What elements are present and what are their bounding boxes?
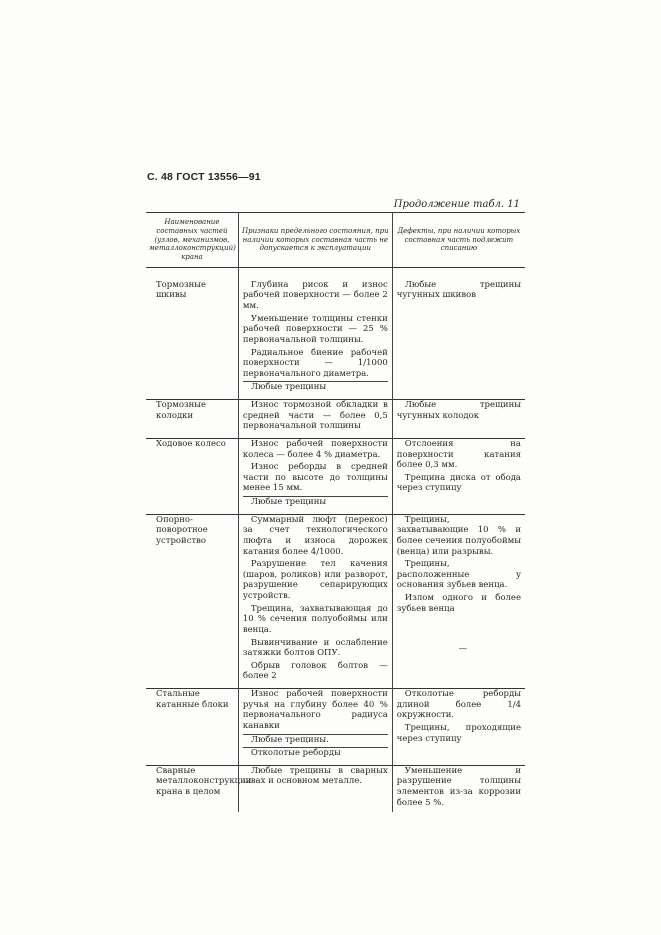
defect-text: Трещина диска от обода через ступицу: [396, 472, 521, 494]
criterion-text: Уменьшение толщины стенки рабочей поверхности — 25 % первоначальной толщины.: [242, 313, 388, 345]
limit-criteria-cell: [238, 689, 392, 766]
limit-criteria-cell: [238, 438, 392, 514]
criterion-text: Обрыв головок болтов — более 2: [242, 660, 388, 682]
criterion-text: Отколотые реборды: [243, 747, 388, 759]
criterion-text: Трещина, захватывающая до 10 % сечения полуобоймы или венца.: [242, 603, 388, 635]
component-name: Тормозные шкивы: [146, 267, 238, 399]
col-header-component: Наименование составных частей (узлов, механизмов, металлоконструкций) крана: [146, 213, 238, 268]
limit-criteria-cell: [238, 514, 392, 688]
table-row: [146, 438, 525, 514]
table-row: [146, 689, 525, 766]
limit-criteria-cell: [238, 765, 392, 812]
component-name: Стальные катанные блоки: [146, 689, 238, 766]
criterion-text: Любые трещины.: [243, 734, 388, 746]
criterion-text: Разрушение тел качения (шаров, роликов) или разворот, разрушение сепарирующих устройств.: [242, 559, 388, 601]
defect-dash: —: [458, 644, 468, 655]
limit-criteria-cell: [238, 267, 392, 399]
table-row: [146, 514, 525, 688]
defect-text: Уменьшение и разрушение толщины элементов из-за коррозии более 5 %.: [396, 765, 521, 808]
col-header-limit-criteria: Признаки предельного состояния, при наличии которых составная часть не допускается к эксплуатации: [238, 213, 392, 268]
defects-cell: [392, 438, 525, 514]
criterion-text: Глубина рисок и износ рабочей поверхности — более 2 мм.: [242, 279, 388, 311]
table-row: [146, 765, 525, 812]
criterion-text: Вывинчивание и ослабление затяжки болтов ОПУ.: [242, 637, 388, 659]
defect-text: Любые трещины чугунных колодок: [396, 400, 521, 421]
criterion-text: Радиальное биение рабочей поверхности — 1/1000 первоначального диаметра.: [242, 347, 388, 379]
defect-text: Трещины, захватывающие 10 % и более сечения полуобоймы (венца) или разрывы.: [396, 514, 521, 557]
table-header-row: [146, 213, 525, 268]
criterion-text: Любые трещины: [243, 496, 388, 508]
defects-cell: [392, 689, 525, 766]
component-name: Опорно-поворотное устройство: [146, 514, 238, 688]
defect-text: Любые трещины чугунных шкивов: [396, 279, 521, 301]
defects-cell: [392, 514, 525, 688]
defect-text: Отколотые реборды длиной более 1/4 окружности.: [396, 689, 521, 721]
table-continuation-label: Продолжение табл. 11: [393, 199, 520, 210]
defects-cell: [392, 765, 525, 812]
criterion-text: Износ рабочей поверхности ручья на глубину более 40 % первоначального радиуса канавки: [242, 689, 388, 731]
table-row: [146, 267, 525, 399]
page-header: С. 48 ГОСТ 13556—91: [147, 171, 261, 183]
criterion-text: Любые трещины в сварных швах и основном металле.: [242, 765, 388, 787]
defect-text: Излом одного и более зубьев венца: [396, 593, 521, 614]
defect-text: Трещины, проходящие через ступицу: [396, 722, 521, 744]
defects-cell: [392, 400, 525, 439]
component-name: Сварные металлоконструкции крана в целом: [146, 765, 238, 812]
limit-state-table: [146, 212, 525, 812]
defect-text: Отслоения на поверхности катания более 0,3 мм.: [396, 438, 521, 471]
criterion-text: Износ реборды в средней части по высоте до толщины менее 15 мм.: [242, 462, 388, 494]
criterion-text: Любые трещины: [243, 381, 388, 393]
col-header-defects: Дефекты, при наличии которых составная часть подлежит списанию: [392, 213, 525, 268]
defects-cell: [392, 267, 525, 399]
criterion-text: Износ рабочей поверхности колеса — более 4 % диаметра.: [242, 438, 388, 460]
defect-text: Трещины, расположенные у основания зубьев венца.: [396, 559, 521, 591]
criterion-text: Суммарный люфт (перекос) за счет технологического люфта и износа дорожек катания более 4/1000.: [242, 514, 388, 557]
table-row: [146, 400, 525, 439]
component-name: Тормозные колодки: [146, 400, 238, 439]
component-name: Ходовое колесо: [146, 438, 238, 514]
limit-criteria-cell: [238, 400, 392, 439]
criterion-text: Износ тормозной обкладки в средней части — более 0,5 первоначальной толщины: [242, 400, 388, 432]
